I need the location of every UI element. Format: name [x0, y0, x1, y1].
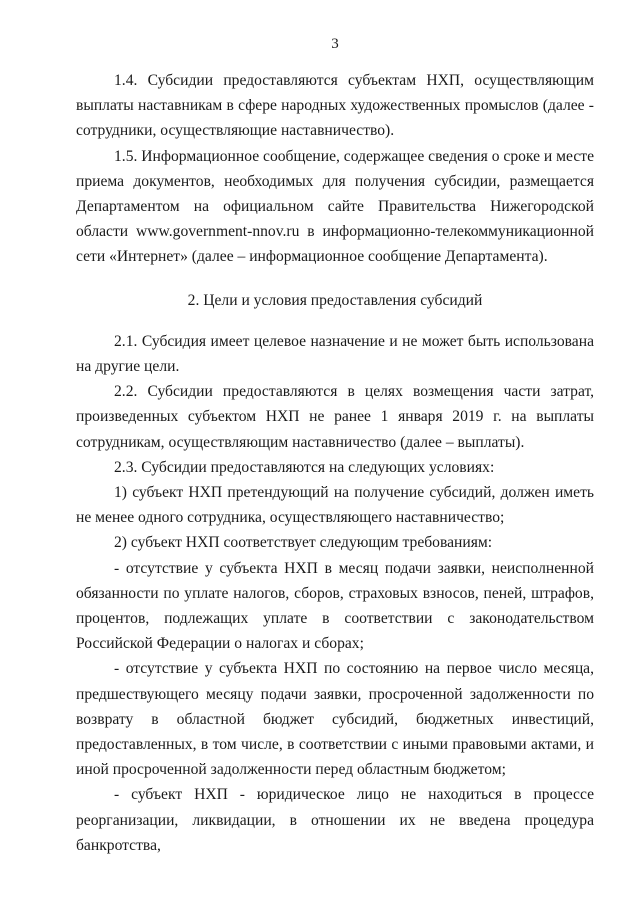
paragraph-2-3: 2.3. Субсидии предоставляются на следующих условиях:: [114, 458, 495, 476]
paragraph-2-2: 2.2. Субсидии предоставляются в целях возмещения части затрат, произведенных субъектом НХП не ранее 1 января 2019 г. на выплаты сотрудникам, осуществляющим наставничество (далее – выплаты).: [76, 383, 594, 451]
requirement-item-debt: - отсутствие у субъекта НХП по состоянию на первое число месяца, предшествующего месяцу подачи заявки, просроченной задолженности по возврату в областной бюджет субсидий, бюджетных инвестиций, предоставленных, в том числе, в соответствии с иными правовыми актами, и иной просроченной задолженности перед областным бюджетом;: [76, 660, 594, 779]
document-page: [76, 34, 594, 858]
paragraph-1-5: 1.5. Информационное сообщение, содержащее сведения о сроке и месте приема документов, необходимых для получения субсидии, размещается Департаментом на официальном сайте Правительства Нижегородской области www.government-nnov.ru в информационно-телекоммуникационной сети «Интернет» (далее – информационное сообщение Департамента).: [76, 147, 594, 266]
condition-item-2: 2) субъект НХП соответствует следующим требованиям:: [114, 534, 493, 552]
requirement-item-reorganization: - субъект НХП - юридическое лицо не находиться в процессе реорганизации, ликвидации, в отношении их не введена процедура банкротства,: [76, 786, 594, 854]
condition-item-1: 1) субъект НХП претендующий на получение субсидий, должен иметь не менее одного сотрудника, осуществляющего наставничество;: [76, 484, 594, 527]
paragraph-2-1: 2.1. Субсидия имеет целевое назначение и не может быть использована на другие цели.: [76, 332, 594, 376]
page-number: 3: [331, 36, 339, 52]
section-heading: 2. Цели и условия предоставления субсидий: [187, 291, 483, 309]
paragraph-1-4: 1.4. Субсидии предоставляются субъектам НХП, осуществляющим выплаты наставникам в сфере народных художественных промыслов (далее - сотрудники, осуществляющие наставничество).: [76, 72, 594, 140]
requirement-item-taxes: - отсутствие у субъекта НХП в месяц подачи заявки, неисполненной обязанности по уплате налогов, сборов, страховых взносов, пеней, штрафов, процентов, подлежащих уплате в соответствии с законодательством Российской Федерации о налогах и сборах;: [76, 559, 594, 653]
